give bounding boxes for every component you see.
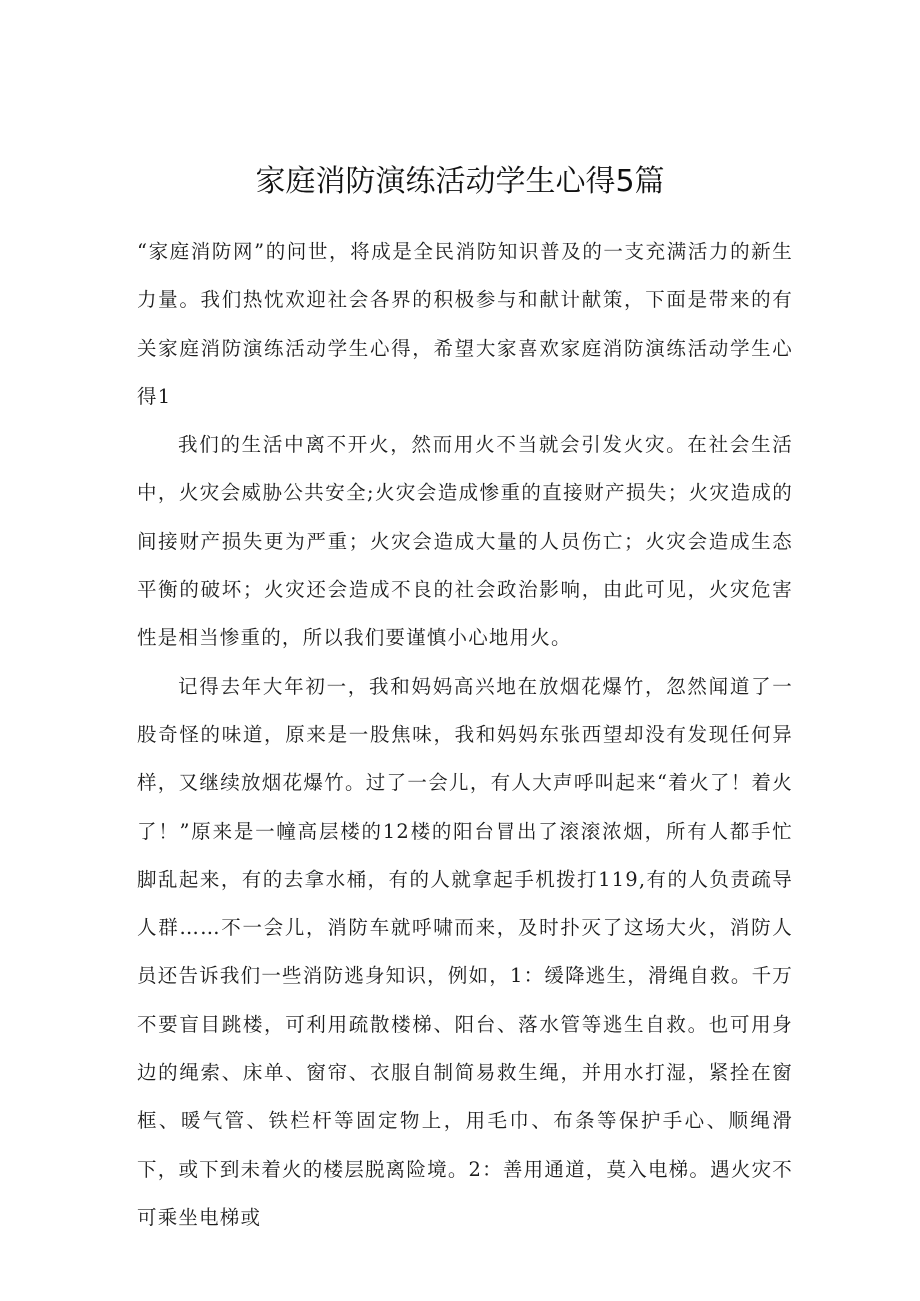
document-body [137, 228, 793, 1242]
body-paragraph-fire-hazards: 我们的生活中离不开火，然而用火不当就会引发火灾。在社会生活中，火灾会威胁公共安全;火灾会造成惨重的直接财产损失；火灾造成的间接财产损失更为严重；火灾会造成大量的人员伤亡；火灾会造成生态平衡的破坏；火灾还会造成不良的社会政治影响，由此可见，火灾危害性是相当惨重的，所以我们要谨慎小心地用火。 [137, 433, 793, 650]
body-paragraph-new-year-fire: 记得去年大年初一，我和妈妈高兴地在放烟花爆竹，忽然闻道了一股奇怪的味道，原来是一股焦味，我和妈妈东张西望却没有发现任何异样，又继续放烟花爆竹。过了一会儿，有人大声呼叫起来“着火了！着火了！”原来是一幢高层楼的12楼的阳台冒出了滚滚浓烟，所有人都手忙脚乱起来，有的去拿水桶，有的人就拿起手机拨打119,有的人负责疏导人群……不一会儿，消防车就呼啸而来，及时扑灭了这场大火，消防人员还告诉我们一些消防逃身知识，例如，1：缓降逃生，滑绳自救。千万不要盲目跳楼，可利用疏散楼梯、阳台、落水管等逃生自救。也可用身边的绳索、床单、窗帘、衣服自制简易救生绳，并用水打湿，紧拴在窗框、暖气管、铁栏杆等固定物上，用毛巾、布条等保护手心、顺绳滑下，或下到未着火的楼层脱离险境。2：善用通道，莫入电梯。遇火灾不可乘坐电梯或 [137, 674, 793, 1229]
intro-paragraph: “家庭消防网”的问世，将成是全民消防知识普及的一支充满活力的新生力量。我们热忱欢迎社会各界的积极参与和献计献策，下面是带来的有关家庭消防演练活动学生心得，希望大家喜欢家庭消防演练活动学生心得1 [137, 240, 793, 408]
document-title: 家庭消防演练活动学生心得5篇 [255, 164, 665, 199]
